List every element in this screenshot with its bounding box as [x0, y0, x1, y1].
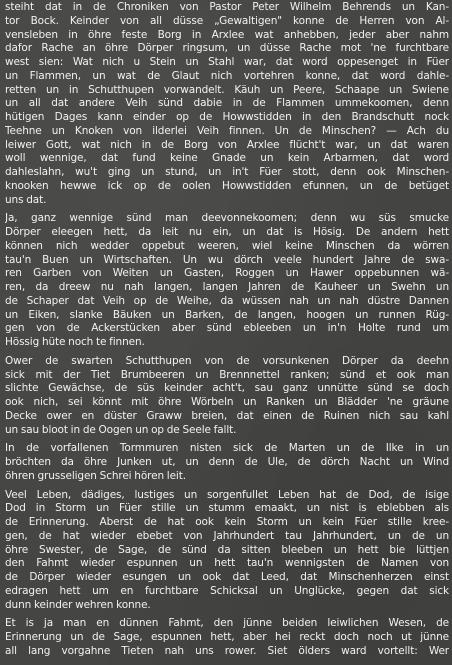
- paragraph-4: [5, 442, 449, 483]
- text-line: Ja, ganz wennige sünd man deevonnekoomen; denn wu süs smucke: [5, 212, 449, 225]
- text-line: knooken hewwe ick op de oolen Howwstidden efunnen, un de betüget: [5, 179, 449, 192]
- paragraph-2: [5, 212, 449, 350]
- text-line: ren Garben von Weiten un Gasten, Roggen un Hawer oppebunnen wä-: [5, 267, 449, 280]
- text-line: Et is ja man en dünnen Fahmt, den jünne beiden leiwlichen Wesen, de: [5, 617, 449, 630]
- text-line: den Fahmt wieder espunnen un hett tau'n wennigsten de Namen von: [5, 557, 449, 570]
- text-line: können nich wedder oppebut weeren, wiel keine Minschen da wörren: [5, 239, 449, 252]
- text-line: Dörper eleegen hett, da leit nu ein, un dat is Hösig. De andern hett: [5, 226, 449, 238]
- text-line: dunn keinder wehren konne.: [5, 598, 151, 611]
- text-line: de Schaper dat Veih op de Weihe, da wüssen nah un nah düstre Dannen: [5, 294, 449, 307]
- text-line: leiwer Gott, wat nich in de Borg von Arxlee flücht't war, un dat waren: [5, 138, 449, 151]
- text-line: öhren grusseligen Schrei hören leit.: [5, 469, 186, 482]
- text-line: edragen hett um en furchtbare Schicksal un Unglücke, gegen dat sick: [5, 584, 449, 597]
- text-line: Erinnerung un de Sage, espunnen hett, aber hei reckt doch noch ut jünne: [5, 631, 449, 643]
- text-line: ook nich, sei könnt mit öhre Wörbeln un Ranken un Blädder 'ne gräune: [5, 396, 449, 408]
- text-line: steiht dat in de Chroniken von Pastor Peter Wilhelm Behrends un Kan-: [5, 1, 449, 13]
- text-line: un Eiken, slanke Bäuken un Barken, de langen, hoogen un runnen Rüg-: [5, 308, 449, 321]
- text-line: sick mit der Tiet Brumbeeren un Brennnettel ranken; sünd et ook man: [5, 368, 449, 381]
- paragraph-3: [5, 355, 449, 438]
- text-line: un sau bloot in de Oogen un op de Seele fallt.: [5, 423, 237, 436]
- text-line: slichte Gewächse, de süs keinder acht't, sau ganz unnütte sünd se doch: [5, 382, 449, 395]
- text-line: hütigen Dages kann einder op de Howwstidden in den Brandschutt nock: [5, 111, 449, 123]
- text-line: In de vorfallenen Tormmuren nisten sick de Marten un de Ilke in un: [5, 442, 449, 455]
- text-line: west sien: Wat nich u Stein un Stahl war, dat word oppesenget in Füer: [5, 56, 449, 68]
- text-line: tor Bock. Keinder von all düsse „Gewaltigen" konne de Herren von Al-: [5, 14, 449, 27]
- paragraph-1: [5, 1, 449, 207]
- text-line: Ower de swarten Schutthupen von de vorsunkenen Dörper da deehn: [5, 354, 449, 367]
- text-line: woll wennige, dat fund keine Gnade un kein Arbarmen, dat word: [5, 152, 449, 165]
- text-line: uns dat.: [5, 193, 47, 206]
- text-line: un Flammen, un wat de Glaut nich vortehren konne, dat word dahle-: [5, 69, 449, 82]
- paragraph-5: [5, 489, 449, 613]
- text-line: öhre Swester, de Sage, de sünd da sitten bleeben un hett bie lüttjen: [5, 543, 449, 556]
- paragraph-6: [5, 617, 449, 658]
- text-line: ren, da dreew nu nah langen, langen Jahren de Kauheer un Swehn un: [5, 281, 449, 293]
- text-line: dahleslahn, wu't ging un stund, un in't Füer stott, denn ook Minschen-: [5, 166, 449, 178]
- text-line: bröchten da öhre Junken ut, un denn de Ule, de dörch Nacht un Wind: [5, 456, 449, 468]
- text-line: Dod in Storm un Füer stille un stumm emaakt, un nist is eblebben als: [5, 502, 449, 515]
- text-line: all lang vorgahne Tieten nah uns rower. Siet ölders ward vortellt: Wer: [5, 644, 449, 657]
- text-line: de Dörper wieder esungen un ook dat Leed, dat Minschenherzen einst: [5, 571, 449, 583]
- text-line: un all dat andere Veih sünd dabie in de Flammen ummekoomen, denn: [5, 97, 449, 110]
- text-line: tau'n Buen un Wirtschaften. Un wu dörch veele hundert Jahre de swa-: [5, 253, 449, 266]
- text-line: de Erinnerung. Aberst de hat ook kein Storm un kein Füer stille kree-: [5, 516, 449, 528]
- text-line: Veel Leben, dädiges, lustiges un sorgenfullet Leben hat de Dod, de isige: [5, 488, 449, 501]
- text-line: Hössig hüte noch te finnen.: [5, 336, 145, 348]
- text-line: Teehne un Knoken von ilderlei Veih finnen. Un de Minschen? — Ach du: [5, 124, 449, 137]
- text-line: Decke ower en düster Graww breien, dat einen de Ruinen nich sau kahl: [5, 409, 449, 422]
- text-line: dafor Rache an öhre Dörper ringsum, un düsse Rache mot 'ne furchtbare: [5, 42, 449, 55]
- text-line: retten un in Schutthupen vorwandelt. Käuh un Peere, Schaape un Swiene: [5, 83, 449, 96]
- text-line: gen, de hat wieder ebebet von Jahrhundert tau Jahrhundert, un de un: [5, 529, 449, 542]
- text-line: gen von de Ackerstücken aber sünd ebleeben un in'n Holte rund um: [5, 322, 449, 335]
- text-line: vensleben in öhre feste Borg in Arxlee wat anhebben, jeder aber nahm: [5, 28, 449, 41]
